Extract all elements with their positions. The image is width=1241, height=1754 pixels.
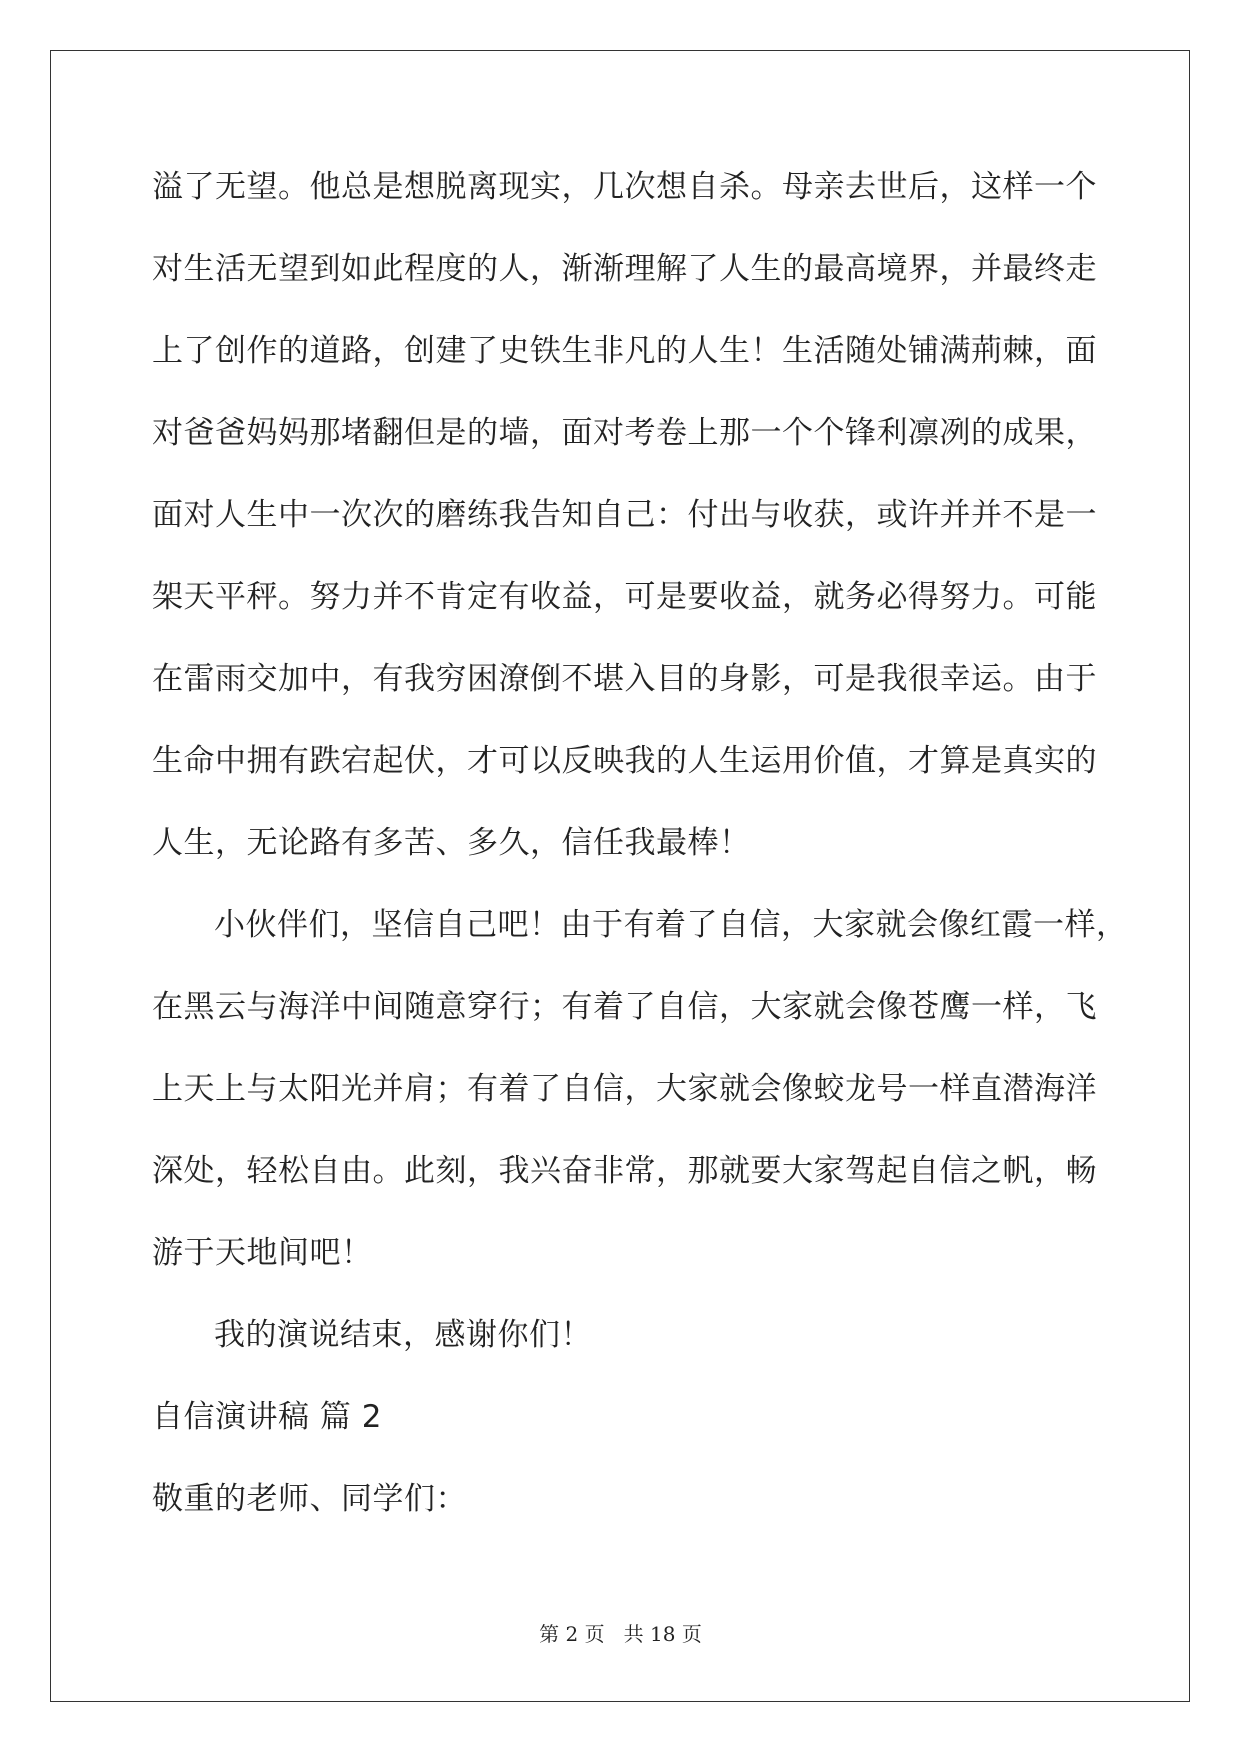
body-line: 人生，无论路有多苦、多久，信任我最棒！ (152, 825, 751, 861)
body-line: 面对人生中一次次的磨练我告知自己：付出与收获，或许并并不是一 (152, 497, 1097, 533)
page-footer (0, 1618, 1241, 1647)
salutation-line: 敬重的老师、同学们： (152, 1481, 467, 1517)
body-line: 在黑云与海洋中间随意穿行；有着了自信，大家就会像苍鹰一样，飞 (152, 989, 1097, 1025)
body-line: 上天上与太阳光并肩；有着了自信，大家就会像蛟龙号一样直潜海洋 (152, 1071, 1097, 1107)
page-number: 第 2 页 (539, 1622, 605, 1646)
body-line: 上了创作的道路，创建了史铁生非凡的人生！生活随处铺满荊棘，面 (152, 333, 1097, 369)
body-line: 溢了无望。他总是想脱离现实，几次想自杀。母亲去世后，这样一个 (152, 169, 1097, 205)
body-line: 在雷雨交加中，有我穷困潦倒不堪入目的身影，可是我很幸运。由于 (152, 661, 1097, 697)
body-line: 对生活无望到如此程度的人，渐渐理解了人生的最高境界，并最终走 (152, 251, 1097, 287)
paragraph-start-line: 小伙伴们，坚信自己吧！由于有着了自信，大家就会像红霞一样， (214, 907, 1128, 943)
body-line: 游于天地间吧！ (152, 1235, 373, 1271)
body-line: 对爸爸妈妈那堵翻但是的墙，面对考卷上那一个个锋利凛冽的成果， (152, 415, 1097, 451)
page-total: 共 18 页 (623, 1622, 702, 1646)
body-line: 架天平秤。努力并不肯定有收益，可是要收益，就务必得努力。可能 (152, 579, 1097, 615)
body-line: 生命中拥有跌宕起伏，才可以反映我的人生运用价值，才算是真实的 (152, 743, 1097, 779)
body-line: 深处，轻松自由。此刻，我兴奋非常，那就要大家驾起自信之帆，畅 (152, 1153, 1097, 1189)
document-body (152, 155, 1128, 1549)
closing-line: 我的演说结束，感谢你们！ (214, 1317, 592, 1353)
section-heading: 自信演讲稿 篇 2 (152, 1399, 382, 1435)
